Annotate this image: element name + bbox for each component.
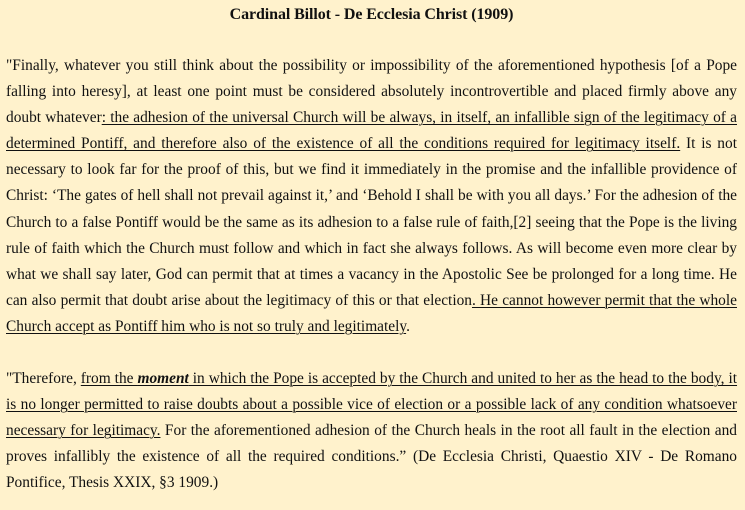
underlined-text-segment: . He cannot however permit that the whole Church accept as Pontiff him who is not so truly and legitimately — [6, 291, 737, 335]
text-segment: "Finally, whatever you still think about the possibility or impossibility of the aforementioned hypothesis [of a Pope falling into heresy], at least one point must be considered absolutely incontrovertible and placed firmly above any doubt whatever — [6, 57, 737, 127]
text-segment: It is not necessary to look far for the proof of this, but we find it immediately in the promise and the infallible providence of Christ: ‘The gates of hell shall not prevail against it,’ and ‘Behold I shall be with you all days.’ For the adhesion of the Church to a false Pontiff would be the same as its adhesion to a false rule of faith,[2] seeing that the Pope is the living rule of faith which the Church must follow and which in fact she always follows. As will become even more clear by what we shall say later, God can permit that at times a vacancy in the Apostolic See be prolonged for a long time. He can also permit that doubt arise about the legitimacy of this or that election — [6, 135, 737, 309]
underlined-text-segment: : the adhesion of the universal Church will be always, in itself, an infallible sign of the legitimacy of a determined Pontiff, and therefore also of the existence of all the conditions required for legitimacy itself. — [6, 109, 737, 153]
text-segment: "Therefore, — [6, 370, 81, 388]
text-segment: For the aforementioned adhesion of the Church heals in the root all fault in the election and proves infallibly the existence of all the required conditions.” (De Ecclesia Christi, Quaestio XIV - De Romano Pontifice, Thesis XXIX, §3 1909.) — [6, 422, 737, 492]
quote-paragraph-1 — [6, 53, 737, 340]
page-title: Cardinal Billot - De Ecclesia Christ (1909) — [229, 6, 514, 23]
underlined-text-segment: in which the Pope is accepted by the Church and united to her as the head to the body, it is no longer permitted to raise doubts about a possible vice of election or a possible lack of any condition whatsoever necessary for legitimacy. — [6, 370, 738, 440]
emphasized-word: moment — [137, 370, 189, 388]
quote-paragraph-2 — [6, 366, 737, 496]
text-segment: . — [406, 317, 410, 335]
underlined-text-segment: from the — [80, 370, 138, 388]
